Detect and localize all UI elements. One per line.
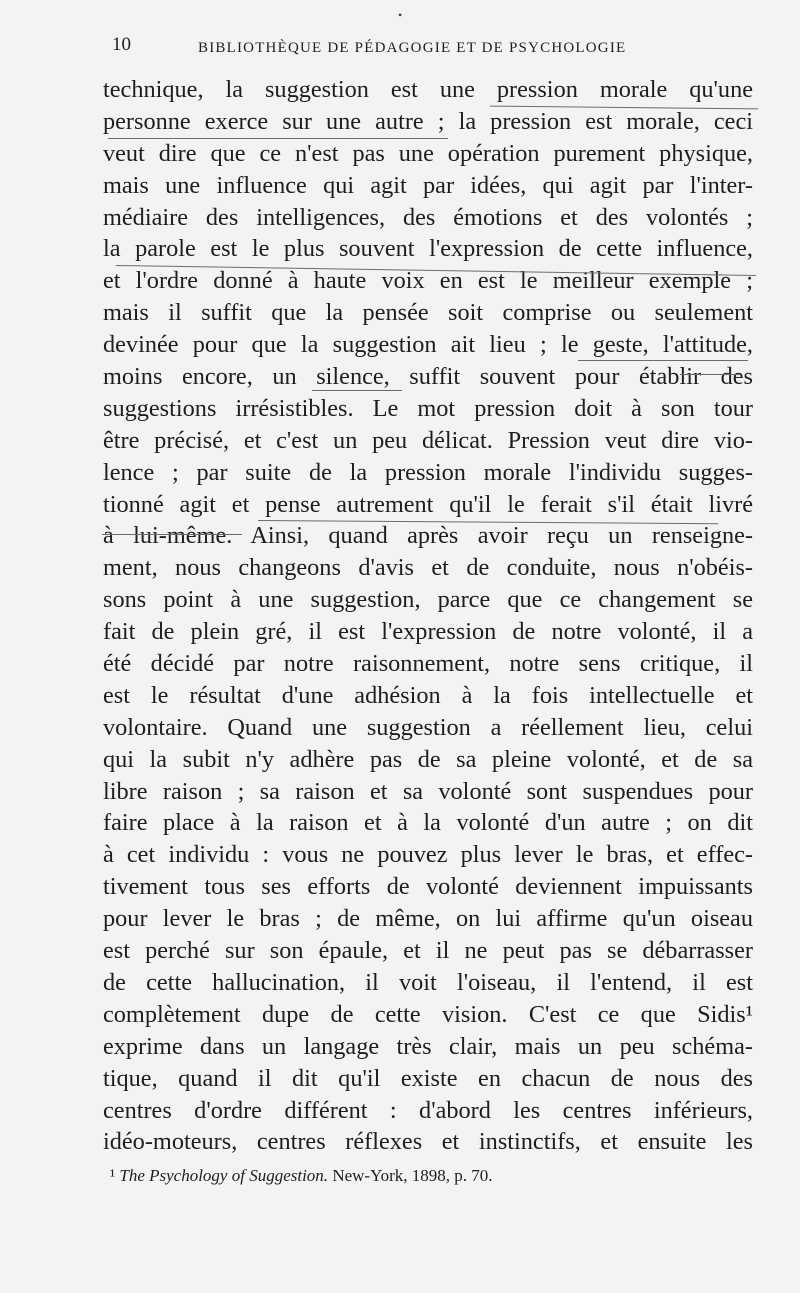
text-line: est le résultat d'une adhésion à la fois intellectuelle et: [103, 681, 753, 709]
text-line: veut dire que ce n'est pas une opération purement physique,: [103, 139, 753, 167]
text-line: ment, nous changeons d'avis et de conduite, nous n'obéis-: [103, 554, 753, 582]
footnote: [110, 1166, 493, 1186]
body-text: [103, 74, 753, 1158]
text-line: à cet individu : vous ne pouvez plus lever le bras, et effec-: [103, 841, 753, 869]
text-line: et l'ordre donné à haute voix en est le meilleur exemple ;: [103, 267, 753, 295]
text-line: pour lever le bras ; de même, on lui affirme qu'un oiseau: [103, 905, 753, 933]
text-line: tique, quand il dit qu'il existe en chacun de nous des: [103, 1064, 753, 1092]
text-line: volontaire. Quand une suggestion a réellement lieu, celui: [103, 713, 753, 741]
text-line: qui la subit n'y adhère pas de sa pleine volonté, et de sa: [103, 745, 753, 773]
footnote-text: New-York, 1898, p. 70.: [328, 1166, 493, 1185]
text-line: médiaire des intelligences, des émotions et des volontés ;: [103, 203, 753, 231]
text-line: lence ; par suite de la pression morale l'individu sugges-: [103, 458, 753, 486]
text-line: la parole est le plus souvent l'expression de cette influence,: [103, 235, 753, 263]
text-line: fait de plein gré, il est l'expression de notre volonté, il a: [103, 618, 753, 646]
text-line: suggestions irrésistibles. Le mot pression doit à son tour: [103, 394, 753, 422]
text-line: idéo-moteurs, centres réflexes et instinctifs, et ensuite les: [103, 1128, 753, 1156]
text-line: de cette hallucination, il voit l'oiseau, il l'entend, il est: [103, 968, 753, 996]
text-line: été décidé par notre raisonnement, notre sens critique, il: [103, 650, 753, 678]
text-line: tionné agit et pense autrement qu'il le ferait s'il était livré: [103, 490, 753, 518]
text-line: libre raison ; sa raison et sa volonté sont suspendues pour: [103, 777, 753, 805]
page-number: 10: [112, 34, 131, 55]
text-line: mais il suffit que la pensée soit comprise ou seulement: [103, 299, 753, 327]
text-line: sons point à une suggestion, parce que ce changement se: [103, 586, 753, 614]
text-line: faire place à la raison et à la volonté d'un autre ; on dit: [103, 809, 753, 837]
text-line: mais une influence qui agit par idées, qui agit par l'inter-: [103, 171, 753, 199]
text-line: tivement tous ses efforts de volonté deviennent impuissants: [103, 873, 753, 901]
running-head: BIBLIOTHÈQUE DE PÉDAGOGIE ET DE PSYCHOLOGIE: [198, 40, 627, 56]
text-line: à lui-même. Ainsi, quand après avoir reçu un renseigne-: [103, 522, 753, 550]
text-line: devinée pour que la suggestion ait lieu ; le geste, l'attitude,: [103, 331, 753, 359]
text-line: personne exerce sur une autre ; la pression est morale, ceci: [103, 107, 753, 135]
text-line: moins encore, un silence, suffit souvent pour établir des: [103, 363, 753, 391]
footnote-title: The Psychology of Suggestion.: [119, 1166, 329, 1185]
text-line: exprime dans un langage très clair, mais un peu schéma-: [103, 1032, 753, 1060]
text-line: technique, la suggestion est une pression morale qu'une: [103, 76, 753, 103]
text-line: centres d'ordre différent : d'abord les centres inférieurs,: [103, 1096, 753, 1124]
text-line: complètement dupe de cette vision. C'est ce que Sidis¹: [103, 1000, 753, 1028]
text-line: être précisé, et c'est un peu délicat. Pression veut dire vio-: [103, 426, 753, 454]
page-header: [112, 34, 752, 64]
text-line: est perché sur son épaule, et il ne peut pas se débarrasser: [103, 937, 753, 965]
footnote-marker: ¹: [110, 1166, 116, 1185]
ink-speck: •: [398, 8, 403, 22]
